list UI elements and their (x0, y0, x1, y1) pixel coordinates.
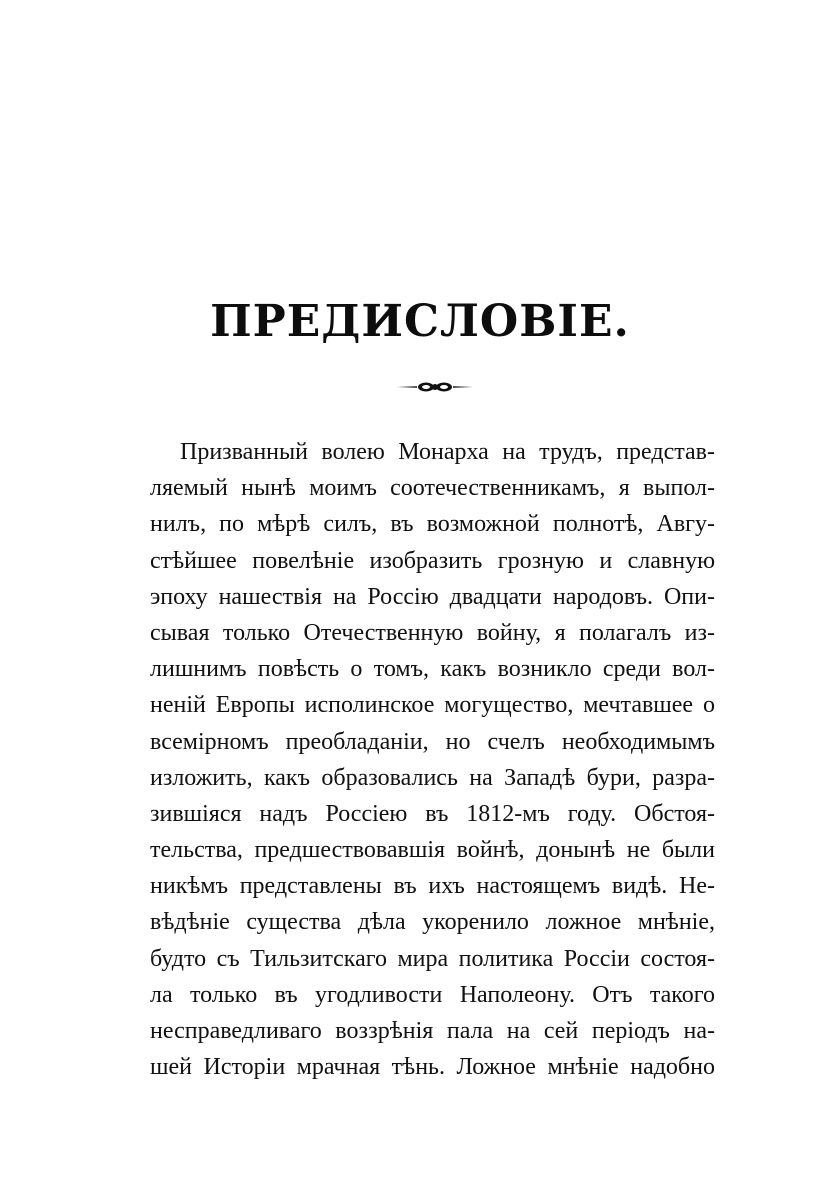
text-line: никѣмъ представлены въ ихъ настоящемъ видѣ. Не- (150, 873, 715, 900)
text-line: вѣдѣніе существа дѣла укоренило ложное мнѣніе, (150, 909, 715, 936)
ornament-flourish-icon (395, 380, 475, 394)
text-line: нилъ, по мѣрѣ силъ, въ возможной полнотѣ, Авгу- (150, 511, 715, 538)
text-line: ла только въ угодливости Наполеону. Отъ такого (150, 981, 715, 1008)
preface-text (150, 434, 715, 1085)
text-line: лишнимъ повѣсть о томъ, какъ возникло среди вол- (150, 656, 715, 683)
text-line: ляемый нынѣ моимъ соотечественникамъ, я выпол- (150, 475, 715, 502)
text-line: будто съ Тильзитскаго мира политика Россіи состоя- (150, 945, 715, 972)
text-line: неній Европы исполинское могущество, мечтавшее о (150, 692, 715, 719)
text-line: стѣйшее повелѣніе изобразить грозную и славную (150, 547, 715, 574)
text-line: Призванный волею Монарха на трудъ, представ- (180, 439, 715, 465)
text-line: всемірномъ преобладаніи, но счелъ необходимымъ (150, 728, 715, 755)
text-line: сывая только Отечественную войну, я полагалъ из- (150, 619, 715, 646)
text-line: изложить, какъ образовались на Западѣ бури, разра- (150, 764, 715, 791)
text-line: шей Исторіи мрачная тѣнь. Ложное мнѣніе надобно (150, 1054, 715, 1081)
page-title: ПРЕДИСЛОВІЕ. (210, 296, 630, 347)
text-line: тельства, предшествовавшія войнѣ, донынѣ не были (150, 837, 715, 864)
text-line: зившіяся надъ Россіею въ 1812-мъ году. Обстоя- (150, 800, 715, 827)
text-line: эпоху нашествія на Россію двадцати народовъ. Опи- (150, 583, 715, 610)
text-line: несправедливаго воззрѣнія пала на сей періодъ на- (150, 1018, 715, 1044)
